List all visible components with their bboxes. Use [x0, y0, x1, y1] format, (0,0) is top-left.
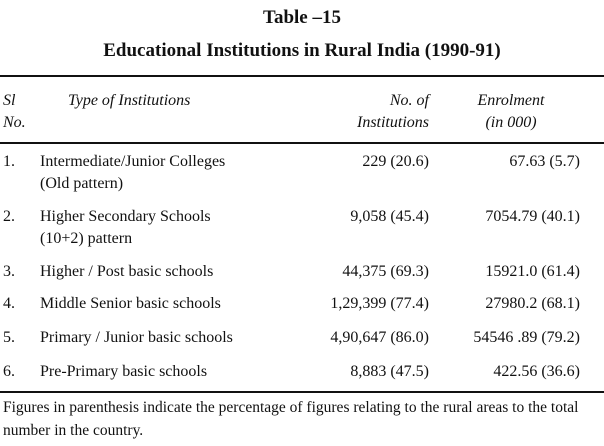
row-sl: 5. [3, 329, 15, 346]
header-enrolment [460, 90, 562, 134]
row-sl: 6. [3, 363, 15, 380]
header-institutions [331, 90, 429, 134]
row-institutions: 44,375 (69.3) [342, 263, 429, 280]
row-enrolment: 422.56 (36.6) [493, 363, 580, 380]
row-enrolment: 67.63 (5.7) [509, 153, 580, 170]
row-enrolment: 15921.0 (61.4) [485, 263, 580, 280]
table-label: Table –15 [263, 7, 341, 28]
row-type [40, 206, 211, 250]
header-sl-no [3, 90, 26, 134]
row-sl: 2. [3, 208, 15, 225]
table-title: Educational Institutions in Rural India (1990-91) [103, 40, 501, 61]
row-enrolment: 7054.79 (40.1) [485, 208, 580, 225]
bottom-rule [0, 391, 604, 393]
row-sl: 1. [3, 153, 15, 170]
row-institutions: 4,90,647 (86.0) [330, 329, 429, 346]
row-type: Primary / Junior basic schools [40, 329, 233, 346]
header-enrolment-line1: Enrolment [477, 92, 545, 109]
header-rule [0, 142, 604, 144]
top-rule [0, 75, 604, 77]
row-type: Higher / Post basic schools [40, 263, 214, 280]
row-enrolment: 27980.2 (68.1) [485, 295, 580, 312]
row-type: Middle Senior basic schools [40, 295, 221, 312]
row-type-line1: Intermediate/Junior Colleges [40, 153, 226, 170]
row-sl: 4. [3, 295, 15, 312]
header-type: Type of Institutions [68, 92, 191, 109]
header-institutions-line2: Institutions [356, 114, 429, 131]
header-enrolment-line2: (in 000) [485, 114, 537, 131]
header-institutions-line1: No. of [389, 92, 429, 109]
row-type-line2: (10+2) pattern [40, 230, 133, 247]
row-type-line2: (Old pattern) [40, 175, 124, 192]
row-institutions: 1,29,399 (77.4) [330, 295, 429, 312]
row-type [40, 151, 225, 195]
row-institutions: 9,058 (45.4) [350, 208, 429, 225]
row-type-line1: Higher Secondary Schools [40, 208, 211, 225]
footnote: Figures in parenthesis indicate the percentage of figures relating to the rural areas to the total number in the country. [3, 399, 579, 439]
row-enrolment: 54546 .89 (79.2) [473, 329, 580, 346]
header-sl-line1: Sl [3, 92, 16, 109]
row-sl: 3. [3, 263, 15, 280]
header-sl-line2: No. [3, 114, 26, 131]
row-institutions: 8,883 (47.5) [350, 363, 429, 380]
row-institutions: 229 (20.6) [362, 153, 429, 170]
row-type: Pre-Primary basic schools [40, 363, 208, 380]
